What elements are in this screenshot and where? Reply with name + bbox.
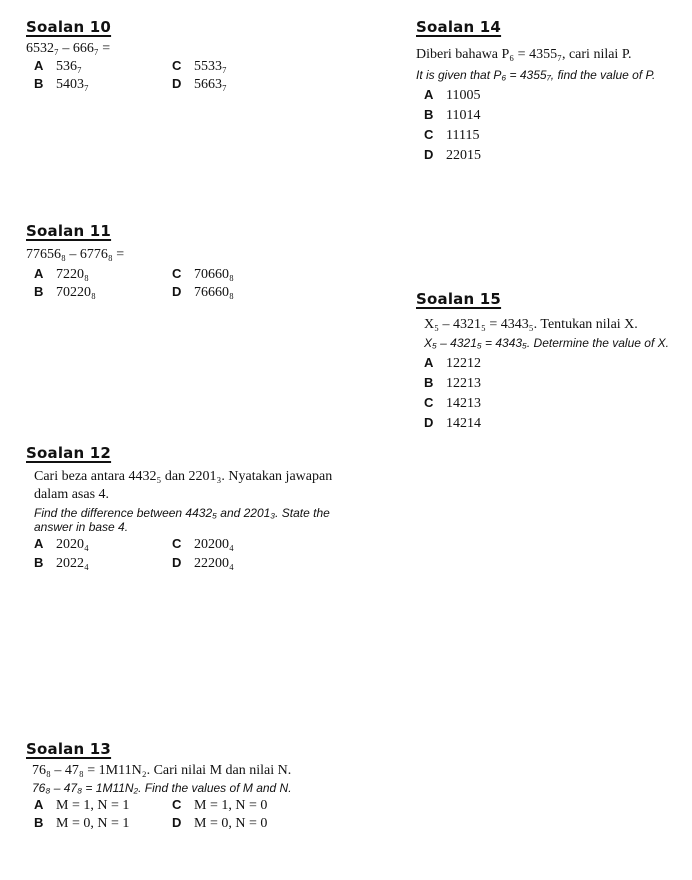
option-d[interactable]: D 14214 (424, 415, 481, 431)
question-text-english: 76₈ – 47₈ = 1M11N₂. Find the values of M and N. (32, 781, 292, 795)
option-a[interactable]: A 2020₄ (34, 536, 89, 552)
question-title: Soalan 12 (26, 444, 112, 462)
option-a[interactable]: A 11005 (424, 87, 481, 103)
question-title: Soalan 14 (416, 18, 502, 36)
options (424, 85, 688, 165)
option-a[interactable]: A M = 1, N = 1 (34, 797, 130, 813)
question-13 (26, 740, 366, 835)
option-b[interactable]: B 12213 (424, 375, 481, 391)
question-expression: 6532₇ – 666₇ = (26, 41, 111, 56)
question-text-malay: Cari beza antara 4432₅ dan 2201₃. Nyatakan jawapan dalam asas 4. (34, 469, 333, 502)
option-d[interactable]: D 22200₄ (172, 555, 234, 571)
options (424, 353, 688, 433)
option-c[interactable]: C 5533₇ (172, 58, 227, 74)
question-expression: 77656₈ – 6776₈ = (26, 247, 125, 262)
option-c[interactable]: C 70660₈ (172, 266, 234, 282)
option-b[interactable]: B 5403₇ (34, 76, 89, 92)
option-a[interactable]: A 7220₈ (34, 266, 89, 282)
option-b[interactable]: B M = 0, N = 1 (34, 815, 130, 831)
option-d[interactable]: D 76660₈ (172, 284, 234, 300)
option-b[interactable]: B 70220₈ (34, 284, 96, 300)
option-b[interactable]: B 11014 (424, 107, 481, 123)
question-10 (26, 18, 346, 96)
question-title: Soalan 11 (26, 222, 112, 240)
option-d[interactable]: D 22015 (424, 147, 481, 163)
options (26, 58, 346, 96)
option-d[interactable]: D M = 0, N = 0 (172, 815, 268, 831)
option-d[interactable]: D 5663₇ (172, 76, 227, 92)
option-a[interactable]: A 12212 (424, 355, 481, 371)
options (26, 264, 346, 302)
question-12 (26, 444, 346, 576)
option-c[interactable]: C M = 1, N = 0 (172, 797, 268, 813)
question-text-malay: Diberi bahawa P₆ = 4355₇, cari nilai P. (416, 47, 632, 62)
question-text-english: X₅ – 4321₅ = 4343₅. Determine the value of X. (424, 336, 669, 350)
options (26, 536, 346, 576)
question-text-malay: 76₈ – 47₈ = 1M11N₂. Cari nilai M dan nilai N. (32, 763, 292, 778)
options (26, 797, 366, 835)
question-11 (26, 222, 346, 302)
question-text-english: It is given that P₆ = 4355₇, find the value of P. (416, 68, 656, 82)
question-15 (416, 290, 688, 433)
question-text-english: Find the difference between 4432₅ and 2201₃. State the answer in base 4. (34, 506, 330, 534)
option-a[interactable]: A 536₇ (34, 58, 82, 74)
option-c[interactable]: C 14213 (424, 395, 481, 411)
option-c[interactable]: C 11115 (424, 127, 480, 143)
question-title: Soalan 13 (26, 740, 112, 758)
question-title: Soalan 15 (416, 290, 502, 308)
option-b[interactable]: B 2022₄ (34, 555, 89, 571)
question-title: Soalan 10 (26, 18, 112, 36)
question-text-malay: X₅ – 4321₅ = 4343₅. Tentukan nilai X. (424, 317, 638, 332)
option-c[interactable]: C 20200₄ (172, 536, 234, 552)
question-14 (416, 18, 688, 165)
